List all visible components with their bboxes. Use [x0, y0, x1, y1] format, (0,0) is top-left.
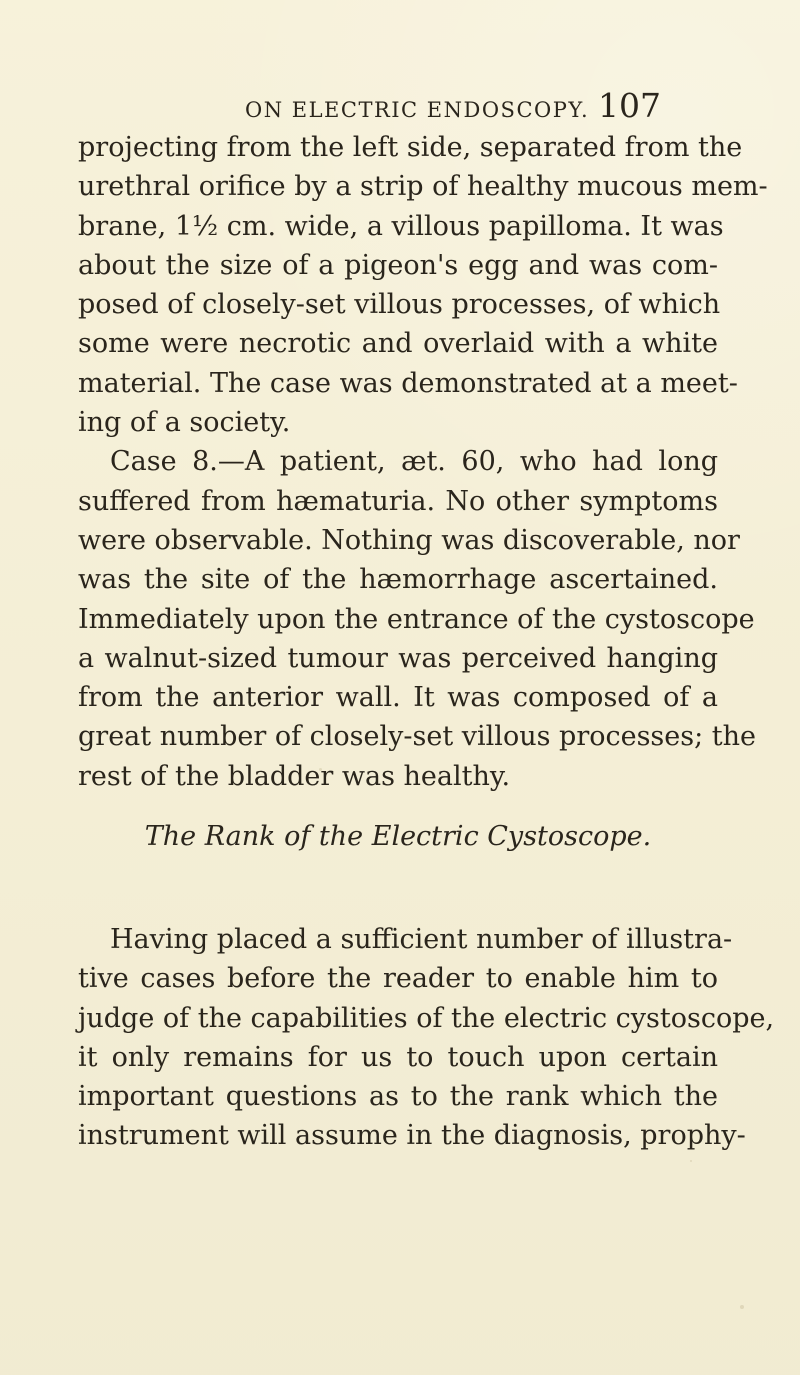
text-line: Immediately upon the entrance of the cystoscope [78, 603, 755, 635]
text-line: from the anterior wall. It was composed of a [78, 682, 718, 714]
text-line: ing of a society. [78, 407, 291, 439]
section-heading: The Rank of the Electric Cystoscope. [144, 821, 652, 852]
text-line: some were necrotic and overlaid with a white [78, 328, 718, 360]
text-line: a walnut-sized tumour was perceived hanging [78, 642, 718, 674]
paper-speck [319, 768, 322, 771]
running-title: ON ELECTRIC ENDOSCOPY. [245, 98, 590, 122]
text-line: it only remains for us to touch upon certain [78, 1041, 718, 1073]
text-line: posed of closely-set villous processes, of which [78, 289, 721, 321]
text-line: about the size of a pigeon's egg and was com- [78, 249, 718, 281]
paragraph-block-after-heading [78, 920, 775, 1156]
text-line: important questions as to the rank which the [78, 1081, 718, 1113]
page-number: 107 [598, 86, 661, 125]
text-line: projecting from the left side, separated from the [78, 132, 743, 163]
text-line: instrument will assume in the diagnosis, prophy- [78, 1120, 746, 1152]
text-line: suffered from hæmaturia. No other symptoms [78, 485, 718, 517]
text-line: rest of the bladder was healthy. [78, 760, 511, 792]
text-line: Having placed a sufficient number of illustra- [110, 924, 733, 955]
text-line: tive cases before the reader to enable him to [78, 963, 718, 995]
running-head [0, 88, 800, 128]
paper-speck [740, 1305, 744, 1309]
text-line: material. The case was demonstrated at a meet- [78, 367, 738, 399]
text-line: great number of closely-set villous processes; the [78, 721, 757, 753]
text-line: brane, 1½ cm. wide, a villous papilloma. It was [78, 210, 724, 242]
text-line: were observable. Nothing was discoverable, nor [78, 524, 740, 556]
case-line: Case 8.—A patient, æt. 60, who had long [110, 446, 718, 478]
paper-speck [690, 1160, 692, 1162]
text-line: was the site of the hæmorrhage ascertained. [78, 564, 718, 596]
text-line: judge of the capabilities of the electric cystoscope, [78, 1002, 775, 1034]
paragraph-block-before-heading [78, 128, 768, 796]
text-line: urethral orifice by a strip of healthy mucous mem- [78, 171, 768, 203]
